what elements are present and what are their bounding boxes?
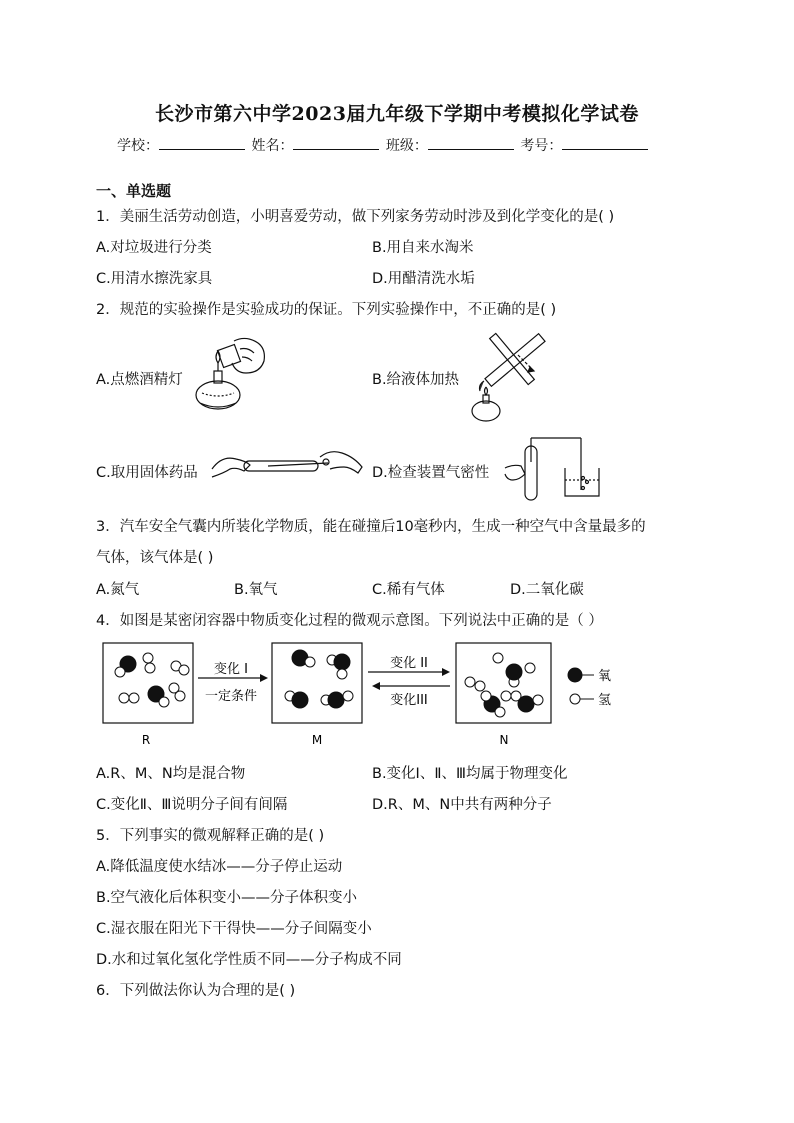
question-5-option-b: B.空气液化后体积变小——分子体积变小	[96, 890, 358, 906]
question-1-stem: 1．美丽生活劳动创造，小明喜爱劳动，做下列家务劳动时涉及到化学变化的是( )	[96, 209, 615, 225]
student-info-line	[117, 135, 650, 155]
legend-hydrogen: 氢	[598, 693, 612, 708]
question-3-stem-line2: 气体，该气体是( )	[96, 550, 214, 566]
question-3-stem-line1: 3．汽车安全气囊内所装化学物质，能在碰撞后10毫秒内，生成一种空气中含量最多的	[96, 519, 646, 535]
school-blank	[159, 137, 245, 150]
question-2-option-d: D.检查装置气密性	[372, 465, 490, 481]
name-label: 姓名：	[251, 138, 294, 154]
solid-reagent-illustration	[208, 441, 368, 491]
legend-oxygen: 氧	[598, 669, 612, 684]
question-3-option-b: B.氧气	[234, 582, 278, 598]
label-n: N	[499, 733, 509, 747]
question-5-option-c: C.湿衣服在阳光下干得快——分子间隔变小	[96, 921, 372, 937]
change-2-label: 变化 II	[390, 656, 428, 671]
question-4-stem: 4．如图是某密闭容器中物质变化过程的微观示意图。下列说法中正确的是（ ）	[96, 613, 603, 629]
question-4-option-d: D.R、M、N中共有两种分子	[372, 797, 552, 813]
question-2-option-b: B.给液体加热	[372, 372, 460, 388]
label-r: R	[141, 733, 151, 747]
question-4-option-b: B.变化Ⅰ、Ⅱ、Ⅲ均属于物理变化	[372, 766, 568, 782]
question-5-stem: 5．下列事实的微观解释正确的是( )	[96, 828, 325, 844]
question-3-option-c: C.稀有气体	[372, 582, 445, 598]
question-3-option-d: D.二氧化碳	[510, 582, 584, 598]
airtightness-check-illustration	[503, 432, 603, 504]
liquid-heating-illustration	[458, 325, 558, 425]
question-1-option-b: B.用自来水淘米	[372, 240, 474, 256]
class-blank	[428, 137, 514, 150]
molecule-diagram	[100, 638, 640, 750]
label-m: M	[311, 733, 323, 747]
question-3-option-a: A.氮气	[96, 582, 140, 598]
question-5-option-d: D.水和过氧化氢化学性质不同——分子构成不同	[96, 952, 402, 968]
class-label: 班级：	[385, 138, 428, 154]
question-2-stem: 2．规范的实验操作是实验成功的保证。下列实验操作中，不正确的是( )	[96, 302, 557, 318]
exam-no-blank	[562, 137, 648, 150]
box-m	[272, 643, 362, 723]
name-blank	[293, 137, 379, 150]
question-1-option-a: A.对垃圾进行分类	[96, 240, 212, 256]
question-1-option-c: C.用清水擦洗家具	[96, 271, 213, 287]
question-1-option-d: D.用醋清洗水垢	[372, 271, 475, 287]
section-heading: 一、单选题	[96, 182, 172, 200]
question-2-option-c: C.取用固体药品	[96, 465, 198, 481]
school-label: 学校：	[117, 138, 159, 154]
question-2-option-a: A.点燃酒精灯	[96, 372, 183, 388]
exam-no-label: 考号：	[520, 138, 563, 154]
question-6-stem: 6．下列做法你认为合理的是( )	[96, 983, 296, 999]
alcohol-lamp-lighting-illustration	[190, 333, 272, 417]
condition-label: 一定条件	[204, 689, 258, 704]
change-1-label: 变化 I	[214, 662, 248, 677]
question-4-option-c: C.变化Ⅱ、Ⅲ说明分子间有间隔	[96, 797, 288, 813]
change-3-label: 变化III	[390, 693, 428, 708]
question-5-option-a: A.降低温度使水结冰——分子停止运动	[96, 859, 343, 875]
page-title: 长沙市第六中学2023届九年级下学期中考模拟化学试卷	[155, 103, 639, 125]
question-4-option-a: A.R、M、N均是混合物	[96, 766, 246, 782]
